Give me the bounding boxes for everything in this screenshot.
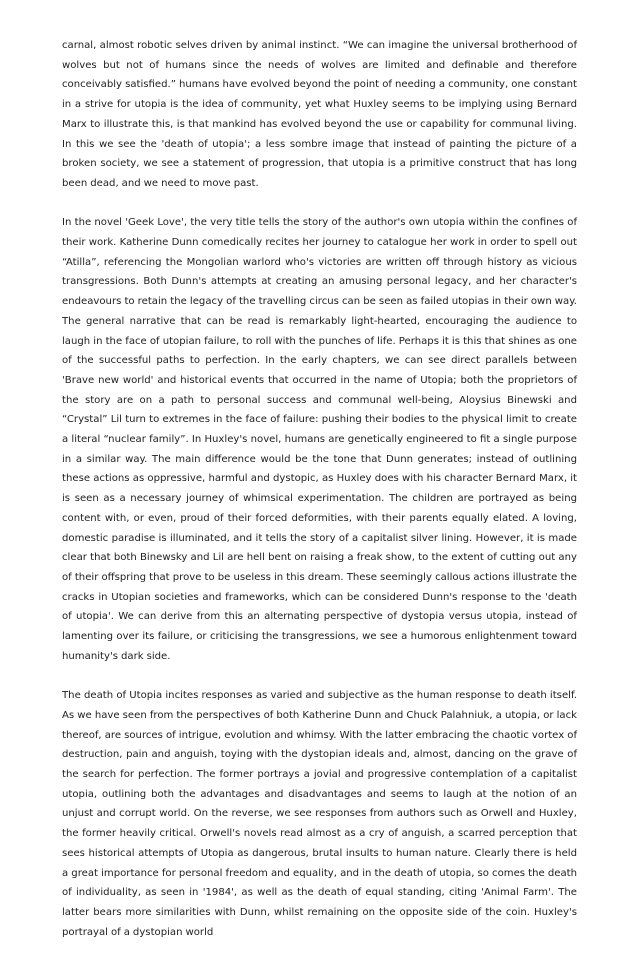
paragraph-death-of-utopia: The death of Utopia incites responses as varied and subjective as the human response to death itself. As we have seen from the perspectives of both Katherine Dunn and Chuck Palahniuk, a utopia, or lack thereof, are sources of intrigue, evolution and whimsy. With the latter embracing the chaotic vortex of destruction, pain and anguish, toying with the dystopian ideals and, almost, dancing on the grave of the search for perfection. The former portrays a jovial and progressive contemplation of a capitalist utopia, outlining both the advantages and disadvantages and seems to laugh at the notion of an unjust and corrupt world. On the reverse, we see responses from authors such as Orwell and Huxley, the former heavily critical. Orwell's novels read almost as a cry of anguish, a scarred perception that sees historical attempts of Utopia as dangerous, brutal insults to human nature. Clearly there is held a great importance for personal freedom and equality, and in the death of utopia, so comes the death of individuality, as seen in '1984', as well as the death of equal standing, citing 'Animal Farm'. The latter bears more similarities with Dunn, whilst remaining on the opposite side of the coin. Huxley's portrayal of a dystopian world: [62, 690, 577, 938]
paragraph-huxley-community: carnal, almost robotic selves driven by animal instinct. “We can imagine the universal brotherhood of wolves but not of humans since the needs of wolves are limited and definable and therefore conceivably satisfied.” humans have evolved beyond the point of needing a community, one constant in a strive for utopia is the idea of community, yet what Huxley seems to be implying using Bernard Marx to illustrate this, is that mankind has evolved beyond the use or capability for communal living. In this we see the 'death of utopia'; a less sombre image that instead of painting the picture of a broken society, we see a statement of progression, that utopia is a primitive construct that has long been dead, and we need to move past.: [62, 40, 577, 189]
document-page: [62, 36, 577, 962]
paragraph-geek-love: In the novel 'Geek Love', the very title tells the story of the author's own utopia within the confines of their work. Katherine Dunn comedically recites her journey to catalogue her work in order to spell out “Atilla”, referencing the Mongolian warlord who's victories are written off through history as vicious transgressions. Both Dunn's attempts at creating an amusing personal legacy, and her character's endeavours to retain the legacy of the travelling circus can be seen as failed utopias in their own way. The general narrative that can be read is remarkably light-hearted, encouraging the audience to laugh in the face of utopian failure, to roll with the punches of life. Perhaps it is this that shines as one of the successful paths to perfection. In the early chapters, we can see direct parallels between 'Brave new world' and historical events that occurred in the name of Utopia; both the proprietors of the story are on a path to personal success and communal well-being, Aloysius Binewski and “Crystal” Lil turn to extremes in the face of failure: pushing their bodies to the physical limit to create a literal “nuclear family”. In Huxley's novel, humans are genetically engineered to fit a single purpose in a similar way. The main difference would be the tone that Dunn generates; instead of outlining these actions as oppressive, harmful and dystopic, as Huxley does with his character Bernard Marx, it is seen as a necessary journey of whimsical experimentation. The children are portrayed as being content with, or even, proud of their forced deformities, with their parents equally elated. A loving, domestic paradise is illuminated, and it tells the story of a capitalist silver lining. However, it is made clear that both Binewsky and Lil are hell bent on raising a freak show, to the extent of cutting out any of their offspring that prove to be useless in this dream. These seemingly callous actions illustrate the cracks in Utopian societies and frameworks, which can be considered Dunn's response to the 'death of utopia'. We can derive from this an alternating perspective of dystopia versus utopia, instead of lamenting over its failure, or criticising the transgressions, we see a humorous enlightenment toward humanity's dark side.: [62, 217, 577, 662]
